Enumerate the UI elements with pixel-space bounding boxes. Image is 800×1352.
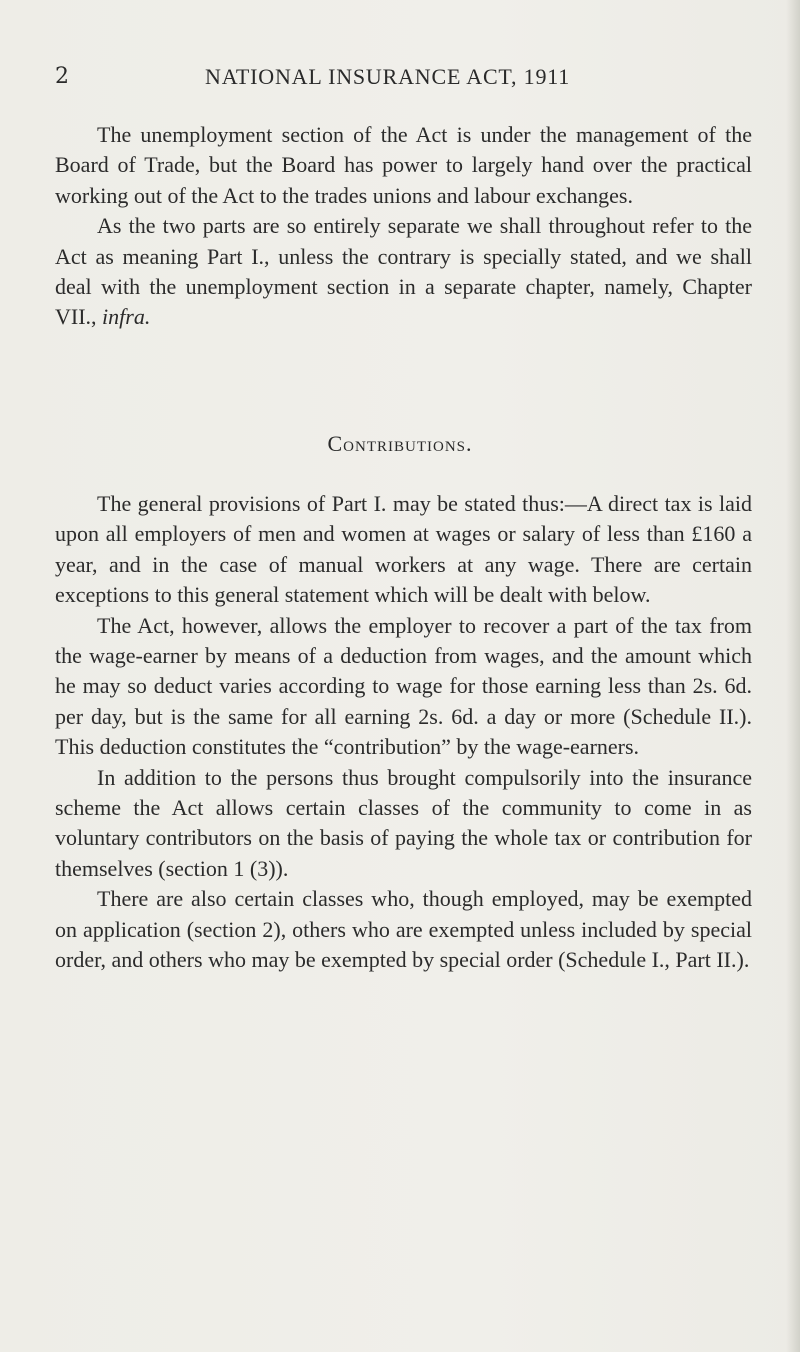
page-number: 2 (55, 64, 70, 89)
paragraph-deduction: The Act, however, allows the employer to recover a part of the tax from the wage-earner by means of a deduction from wages, and the amount which he may so deduct varies according to wage for those earning less than 2s. 6d. per day, but is the same for all earning 2s. 6d. a day or more (Schedule II.). This deduction constitutes the “contribution” by the wage-earners. (55, 612, 752, 760)
paragraph-general-provisions: The general provisions of Part I. may be stated thus:—A direct tax is laid upon all employers of men and women at wages or salary of less than £160 a year, and in the case of manual workers at any wage. There are certain exceptions to this general statement which will be dealt with below. (55, 491, 752, 608)
intro-text (55, 120, 752, 333)
section-heading: Contributions. (327, 431, 473, 456)
paragraph-voluntary-contributors: In addition to the persons thus brought compulsorily into the insurance scheme the Act allows certain classes of the community to come in as voluntary contributors on the basis of paying the whole tax or contribution for themselves (section 1 (3)). (55, 764, 752, 881)
paragraph-separate-parts-text: As the two parts are so entirely separate we shall throughout refer to the Act as meaning Part I., unless the contrary is specially stated, and we shall deal with the unemployment section in a separate chapter, namely, Chapter VII., (55, 213, 752, 330)
paragraph-separate-parts (55, 211, 752, 333)
contributions-text (55, 489, 752, 976)
paragraph-exemptions: There are also certain classes who, though employed, may be exempted on application (section 2), others who are exempted unless included by special order, and others who may be exempted by special order (Schedule I., Part II.). (55, 886, 752, 973)
running-head (55, 64, 745, 100)
paragraph-unemployment-section: The unemployment section of the Act is under the management of the Board of Trade, but the Board has power to largely hand over the practical working out of the Act to the trades unions and labour exchanges. (55, 122, 752, 208)
running-title: NATIONAL INSURANCE ACT, 1911 (205, 64, 571, 89)
page-edge-shadow (786, 0, 800, 1352)
infra-word: infra. (102, 304, 151, 330)
